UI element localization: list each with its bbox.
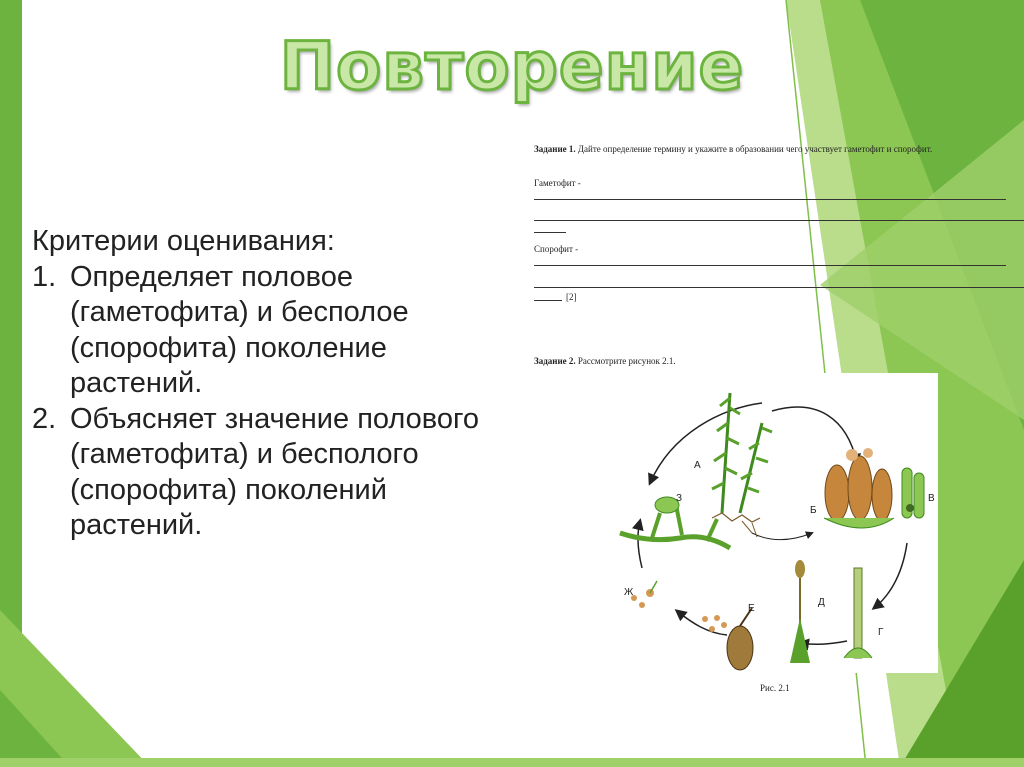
cycle-arrow (772, 407, 857, 463)
task1-label: Задание 1. (534, 144, 576, 154)
gametophyte-label: Гаметофит - (534, 178, 581, 188)
bottom-stripe (0, 758, 1024, 767)
sporophyte-label: Спорофит - (534, 244, 579, 254)
figure-label: Б (810, 505, 817, 516)
answer-line (534, 287, 1024, 288)
criteria-block (32, 224, 492, 544)
criteria-item-text: Объясняет значение полового (гаметофита) и бесполого (спорофита) поколений растений. (70, 402, 480, 541)
sporophyte-g (844, 568, 872, 658)
score-mark: [2] (566, 292, 577, 302)
figure-label: В (928, 493, 935, 504)
cycle-arrow (650, 403, 762, 483)
figure-label: Г (878, 627, 884, 638)
life-cycle-illustration (612, 373, 938, 673)
cycle-arrow (874, 543, 907, 608)
answer-line (534, 220, 1024, 221)
answer-line (534, 300, 562, 301)
figure-caption: Рис. 2.1 (760, 683, 790, 693)
criteria-item (32, 402, 492, 544)
answer-line (534, 265, 1006, 266)
criteria-list (32, 260, 492, 544)
capsule-e (702, 608, 753, 670)
gametangia-b (824, 448, 894, 528)
task2-text (534, 356, 676, 366)
cycle-arrow (800, 641, 847, 644)
cycle-arrow (752, 533, 812, 540)
criteria-item-number: 2. (32, 402, 57, 435)
criteria-item-number: 1. (32, 260, 57, 293)
figure-label: А (694, 460, 701, 471)
task1-instruction: Дайте определение термину и укажите в образовании чего участвует гаметофит и спорофит. (577, 144, 933, 154)
answer-line (534, 232, 566, 233)
answer-line (534, 199, 1006, 200)
task2-label: Задание 2. (534, 356, 576, 366)
slide-title: Повторение (279, 28, 745, 105)
cycle-arrow (677, 611, 727, 635)
criteria-item-text: Определяет половое (гаметофита) и бесполое (спорофита) поколение растений. (70, 260, 409, 399)
moss-life-cycle-figure (612, 373, 938, 673)
sporophyte-d (790, 560, 810, 663)
figure-label: Д (818, 597, 825, 608)
task2-instruction: Рассмотрите рисунок 2.1. (577, 356, 676, 366)
figure-label: Е (748, 603, 755, 614)
criteria-item (32, 260, 492, 402)
protonema-z (620, 497, 730, 548)
spores-zh (631, 581, 657, 608)
criteria-heading: Критерии оценивания: (32, 225, 335, 257)
figure-label: Ж (624, 587, 634, 598)
figure-label: З (676, 493, 683, 504)
archegonium-v (902, 468, 924, 518)
cycle-arrow (638, 521, 642, 568)
task1-text (534, 143, 1004, 155)
